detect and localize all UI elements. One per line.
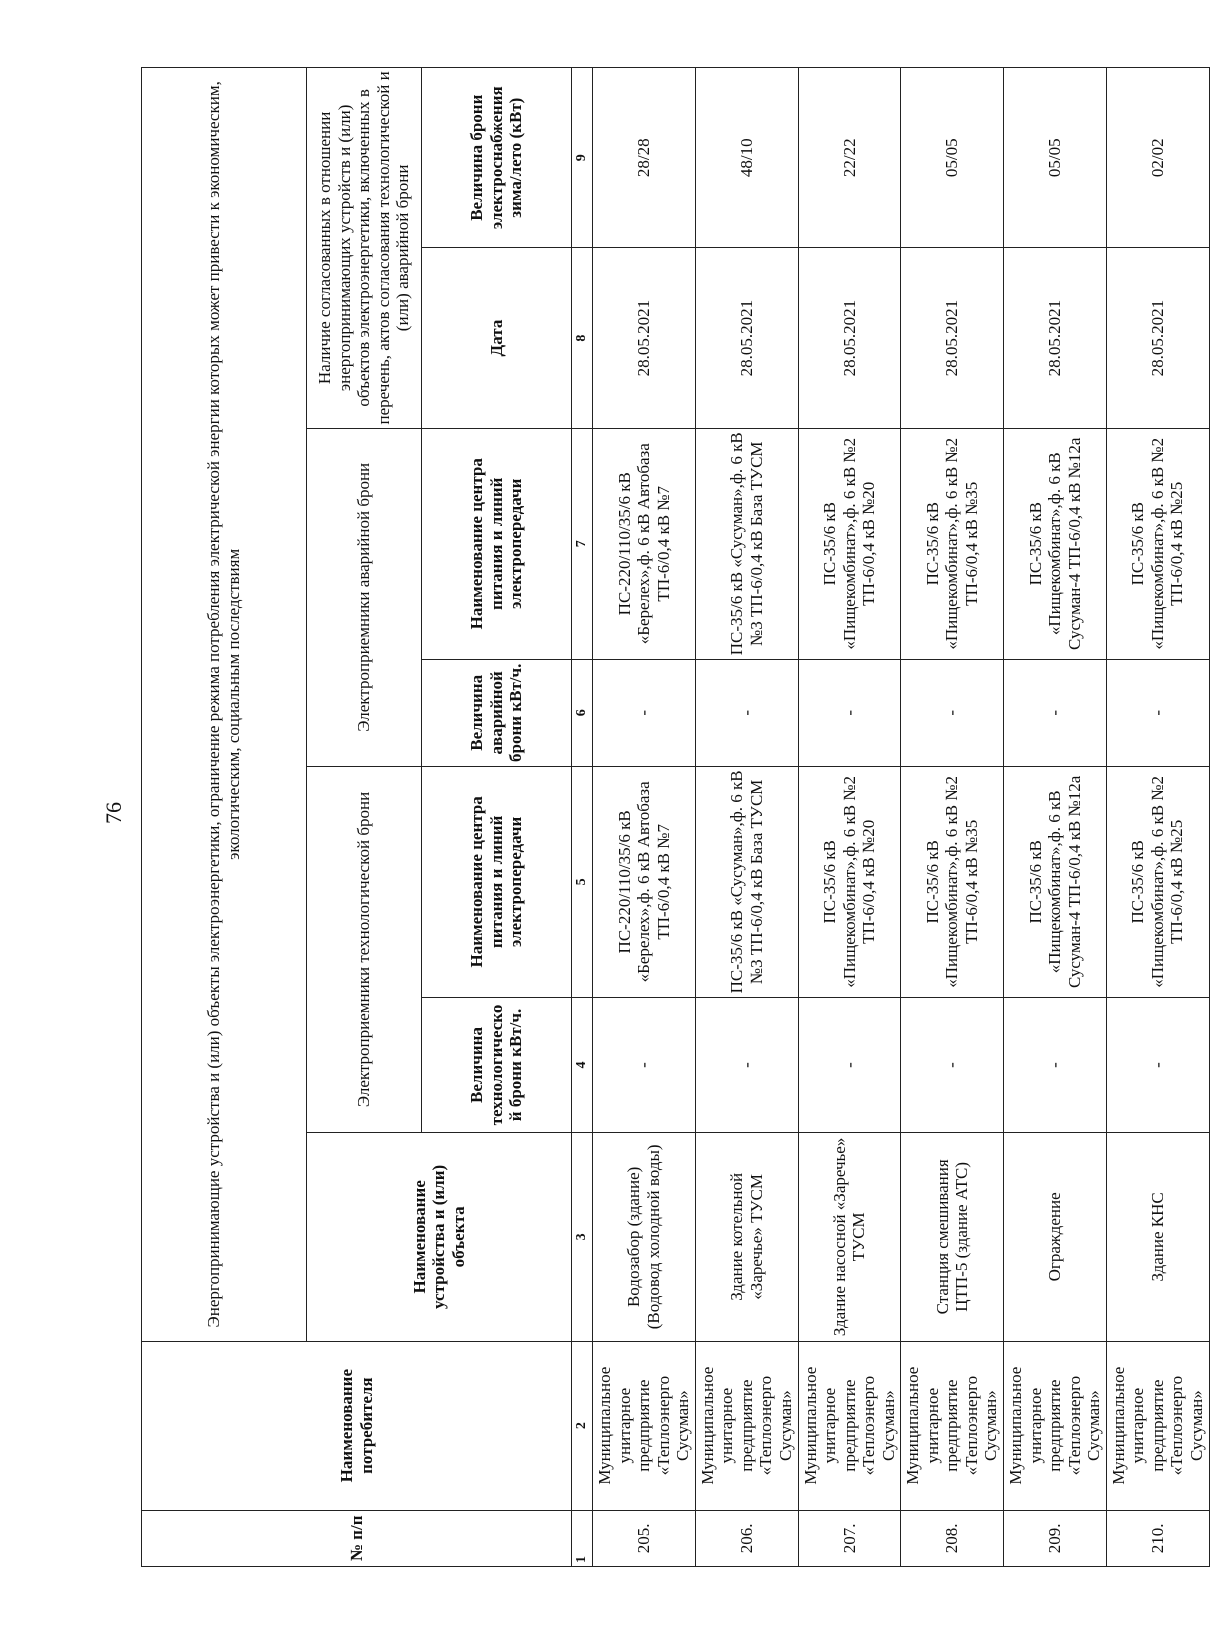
consumer-cell: Муниципальное унитарное предприятие «Теплоэнерго Сусуман»: [1004, 1341, 1107, 1510]
tech-value-cell: -: [901, 997, 1004, 1132]
emerg-value-cell: -: [901, 659, 1004, 766]
column-number: 6: [572, 659, 593, 766]
tech-value-cell: -: [1106, 997, 1209, 1132]
date-cell: 28.05.2021: [1106, 248, 1209, 428]
object-cell: Ограждение: [1004, 1133, 1107, 1342]
tech-center-cell: ПС-220/110/35/6 кВ «Берелех»,ф. 6 кВ Автобаза ТП-6/0,4 кВ №7: [593, 766, 696, 997]
consumer-cell: Муниципальное унитарное предприятие «Теплоэнерго Сусуман»: [1106, 1341, 1209, 1510]
date-cell: 28.05.2021: [901, 248, 1004, 428]
row-number: 208.: [901, 1510, 1004, 1566]
tech-center-cell: ПС-35/6 кВ «Пищекомбинат»,ф. 6 кВ №2 ТП-6/0,4 кВ №20: [798, 766, 901, 997]
object-cell: Водозабор (здание) (Водовод холодной воды): [593, 1133, 696, 1342]
tech-value-cell: -: [695, 997, 798, 1132]
supply-cell: 22/22: [798, 68, 901, 248]
supply-cell: 48/10: [695, 68, 798, 248]
supply-cell: 28/28: [593, 68, 696, 248]
column-number: 9: [572, 68, 593, 248]
consumer-cell: Муниципальное унитарное предприятие «Теплоэнерго Сусуман»: [695, 1341, 798, 1510]
object-cell: Здание котельной «Заречье» ТУСМ: [695, 1133, 798, 1342]
header-agree-group: Наличие согласованных в отношении энергопринимающих устройств и (или) объектов электроэнергетики, включенных в перечень, актов согласования технологической и (или) аварийной брони: [307, 68, 422, 429]
emerg-center-cell: ПС-35/6 кВ «Пищекомбинат»,ф. 6 кВ Сусуман-4 ТП-6/0,4 кВ №12а: [1004, 428, 1107, 659]
tech-center-cell: ПС-35/6 кВ «Пищекомбинат»,ф. 6 кВ №2 ТП-6/0,4 кВ №25: [1106, 766, 1209, 997]
date-cell: 28.05.2021: [593, 248, 696, 428]
table-row: [1106, 68, 1209, 1567]
object-cell: Станция смешивания ЦТП-5 (здание АТС): [901, 1133, 1004, 1342]
rotated-table-container: [141, 67, 1206, 1567]
header-emerg-group: Электроприемники аварийной брони: [307, 428, 422, 766]
emerg-value-cell: -: [695, 659, 798, 766]
emerg-center-cell: ПС-35/6 кВ «Сусуман»,ф. 6 кВ №3 ТП-6/0,4 кВ База ТУСМ: [695, 428, 798, 659]
emerg-value-cell: -: [593, 659, 696, 766]
tech-value-cell: -: [593, 997, 696, 1132]
tech-value-cell: -: [798, 997, 901, 1132]
supply-cell: 05/05: [1004, 68, 1107, 248]
emerg-value-cell: -: [1106, 659, 1209, 766]
tech-center-cell: ПС-35/6 кВ «Сусуман»,ф. 6 кВ №3 ТП-6/0,4 кВ База ТУСМ: [695, 766, 798, 997]
row-number: 209.: [1004, 1510, 1107, 1566]
column-number: 2: [572, 1341, 593, 1510]
reservation-table: [141, 67, 1210, 1567]
object-cell: Здание КНС: [1106, 1133, 1209, 1342]
column-number: 1: [572, 1510, 593, 1566]
header-supply: Величина брони электроснабжения зима/лето (кВт): [422, 68, 572, 248]
object-cell: Здание насосной «Заречье» ТУСМ: [798, 1133, 901, 1342]
tech-value-cell: -: [1004, 997, 1107, 1132]
column-number: 3: [572, 1133, 593, 1342]
header-main-title: Энергопринимающие устройства и (или) объекты электроэнергетики, ограничение режима потребления электрической энергии которых может привести к экономическим, экологическим, социальным последствиям: [142, 68, 307, 1342]
header-tech-group: Электроприемники технологической брони: [307, 766, 422, 1132]
table-row: [798, 68, 901, 1567]
emerg-value-cell: -: [1004, 659, 1107, 766]
date-cell: 28.05.2021: [798, 248, 901, 428]
header-emerg-value: Величина аварийной брони кВт/ч.: [422, 659, 572, 766]
emerg-value-cell: -: [798, 659, 901, 766]
table-row: [901, 68, 1004, 1567]
table-row: [593, 68, 696, 1567]
header-date: Дата: [422, 248, 572, 428]
table-row: [695, 68, 798, 1567]
emerg-center-cell: ПС-35/6 кВ «Пищекомбинат»,ф. 6 кВ №2 ТП-6/0,4 кВ №20: [798, 428, 901, 659]
header-tech-center: Наименование центра питания и линий электропередачи: [422, 766, 572, 997]
header-consumer: Наименование потребителя: [142, 1341, 572, 1510]
emerg-center-cell: ПС-35/6 кВ «Пищекомбинат»,ф. 6 кВ №2 ТП-6/0,4 кВ №25: [1106, 428, 1209, 659]
date-cell: 28.05.2021: [1004, 248, 1107, 428]
consumer-cell: Муниципальное унитарное предприятие «Теплоэнерго Сусуман»: [593, 1341, 696, 1510]
header-emerg-center: Наименование центра питания и линий электропередачи: [422, 428, 572, 659]
date-cell: 28.05.2021: [695, 248, 798, 428]
consumer-cell: Муниципальное унитарное предприятие «Теплоэнерго Сусуман»: [798, 1341, 901, 1510]
column-number: 4: [572, 997, 593, 1132]
column-number-row: [572, 68, 593, 1567]
row-number: 206.: [695, 1510, 798, 1566]
header-tech-value: Величина технологической брони кВт/ч.: [422, 997, 572, 1132]
header-no: № п/п: [142, 1510, 572, 1566]
table-row: [1004, 68, 1107, 1567]
row-number: 207.: [798, 1510, 901, 1566]
header-object: Наименование устройства и (или) объекта: [307, 1133, 572, 1342]
supply-cell: 05/05: [901, 68, 1004, 248]
row-number: 210.: [1106, 1510, 1209, 1566]
column-number: 7: [572, 428, 593, 659]
emerg-center-cell: ПС-220/110/35/6 кВ «Берелех»,ф. 6 кВ Автобаза ТП-6/0,4 кВ №7: [593, 428, 696, 659]
emerg-center-cell: ПС-35/6 кВ «Пищекомбинат»,ф. 6 кВ №2 ТП-6/0,4 кВ №35: [901, 428, 1004, 659]
column-number: 5: [572, 766, 593, 997]
row-number: 205.: [593, 1510, 696, 1566]
column-number: 8: [572, 248, 593, 428]
page-number: 76: [101, 802, 126, 824]
tech-center-cell: ПС-35/6 кВ «Пищекомбинат»,ф. 6 кВ №2 ТП-6/0,4 кВ №35: [901, 766, 1004, 997]
supply-cell: 02/02: [1106, 68, 1209, 248]
consumer-cell: Муниципальное унитарное предприятие «Теплоэнерго Сусуман»: [901, 1341, 1004, 1510]
tech-center-cell: ПС-35/6 кВ «Пищекомбинат»,ф. 6 кВ Сусуман-4 ТП-6/0,4 кВ №12а: [1004, 766, 1107, 997]
